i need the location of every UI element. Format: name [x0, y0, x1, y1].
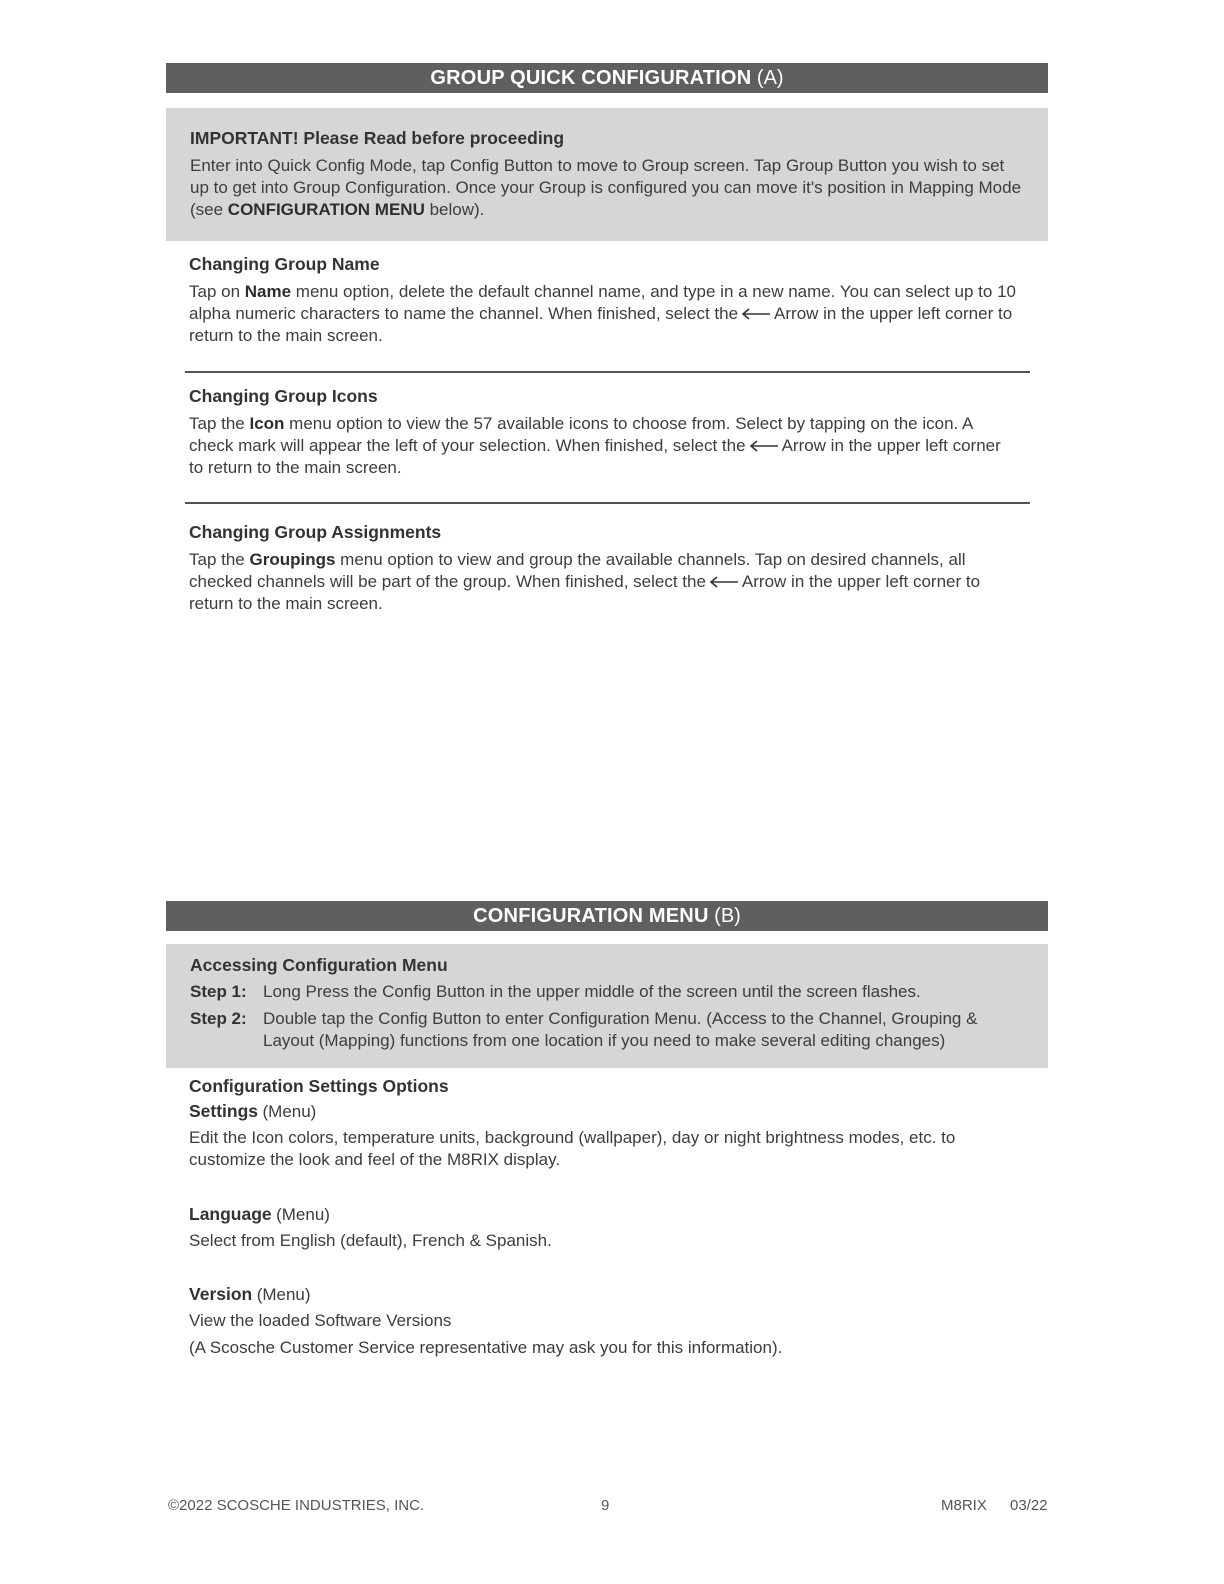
footer-copyright: ©2022 SCOSCHE INDUSTRIES, INC.: [168, 1497, 425, 1514]
footer-page-number: 9: [601, 1497, 610, 1514]
step-1: [190, 981, 1024, 1003]
version-text-line2: (A Scosche Customer Service representative may ask you for this information).: [189, 1338, 783, 1357]
accessing-config-box: [166, 944, 1048, 1068]
version-text-line1: View the loaded Software Versions: [189, 1311, 452, 1330]
section-b-header: [166, 901, 1048, 931]
settings-text: Edit the Icon colors, temperature units, background (wallpaper), day or night brightness modes, etc. to customize the look and feel of the M8RIX display.: [189, 1128, 956, 1169]
important-notice-box: [166, 108, 1048, 241]
step-2-label: Step 2:: [190, 1009, 247, 1028]
language-option: [189, 1204, 1049, 1252]
section-a-header: [166, 63, 1048, 93]
group-icons-heading: Changing Group Icons: [189, 386, 378, 406]
settings-options-heading: Configuration Settings Options: [189, 1076, 449, 1096]
version-option: [189, 1284, 1049, 1359]
back-arrow-icon: [749, 440, 779, 452]
footer-model: M8RIX: [941, 1497, 987, 1514]
group-assignments-section: [189, 522, 1049, 615]
version-name: Version: [189, 1284, 253, 1304]
important-title: IMPORTANT! Please Read before proceeding: [190, 128, 565, 148]
settings-options-section: [189, 1076, 1049, 1171]
section-a-suffix: (A): [756, 67, 784, 89]
settings-suffix: (Menu): [262, 1102, 317, 1121]
section-a-title: GROUP QUICK CONFIGURATION: [430, 67, 752, 89]
accessing-config-title: Accessing Configuration Menu: [190, 955, 448, 975]
important-text: Enter into Quick Config Mode, tap Config Button to move to Group screen. Tap Group Button you wish to set up to get into Group Configuration. Once your Group is configured you can move it's position in Mapping Mode (see CONFIGURATION MENU below).: [190, 156, 1022, 219]
step-2-text: Double tap the Config Button to enter Configuration Menu. (Access to the Channel, Grouping & Layout (Mapping) functions from one location if you need to make several editing changes): [263, 1009, 978, 1050]
step-1-text: Long Press the Config Button in the upper middle of the screen until the screen flashes.: [263, 982, 921, 1001]
step-2: [190, 1008, 1024, 1052]
version-suffix: (Menu): [256, 1285, 311, 1304]
settings-name: Settings: [189, 1101, 259, 1121]
language-text: Select from English (default), French & Spanish.: [189, 1231, 552, 1250]
section-b-title: CONFIGURATION MENU: [473, 905, 709, 927]
section-b-suffix: (B): [714, 905, 741, 927]
group-icons-text: Tap the Icon menu option to view the 57 available icons to choose from. Select by tapping on the icon. A check mark will appear the left of your selection. When finished, select the Arrow in the upper left corner to return to the main screen.: [189, 414, 1001, 477]
back-arrow-icon: [709, 576, 739, 588]
group-assignments-heading: Changing Group Assignments: [189, 522, 442, 542]
footer-date: 03/22: [1010, 1497, 1048, 1514]
group-name-text: Tap on Name menu option, delete the default channel name, and type in a new name. You can select up to 10 alpha numeric characters to name the channel. When finished, select the Arrow in the upper left corner to return to the main screen.: [189, 282, 1016, 345]
group-icons-section: [189, 386, 1049, 479]
divider: [185, 371, 1030, 373]
configuration-menu-reference: CONFIGURATION MENU: [227, 200, 425, 219]
divider: [185, 502, 1030, 504]
group-name-heading: Changing Group Name: [189, 254, 380, 274]
group-assignments-text: Tap the Groupings menu option to view and group the available channels. Tap on desired channels, all checked channels will be part of the group. When finished, select the Arrow in the upper left corner to return to the main screen.: [189, 550, 981, 613]
settings-option-title: [189, 1101, 1049, 1122]
step-1-label: Step 1:: [190, 982, 247, 1001]
back-arrow-icon: [741, 308, 771, 320]
language-suffix: (Menu): [276, 1205, 330, 1224]
group-name-section: [189, 254, 1049, 347]
language-name: Language: [189, 1204, 272, 1224]
